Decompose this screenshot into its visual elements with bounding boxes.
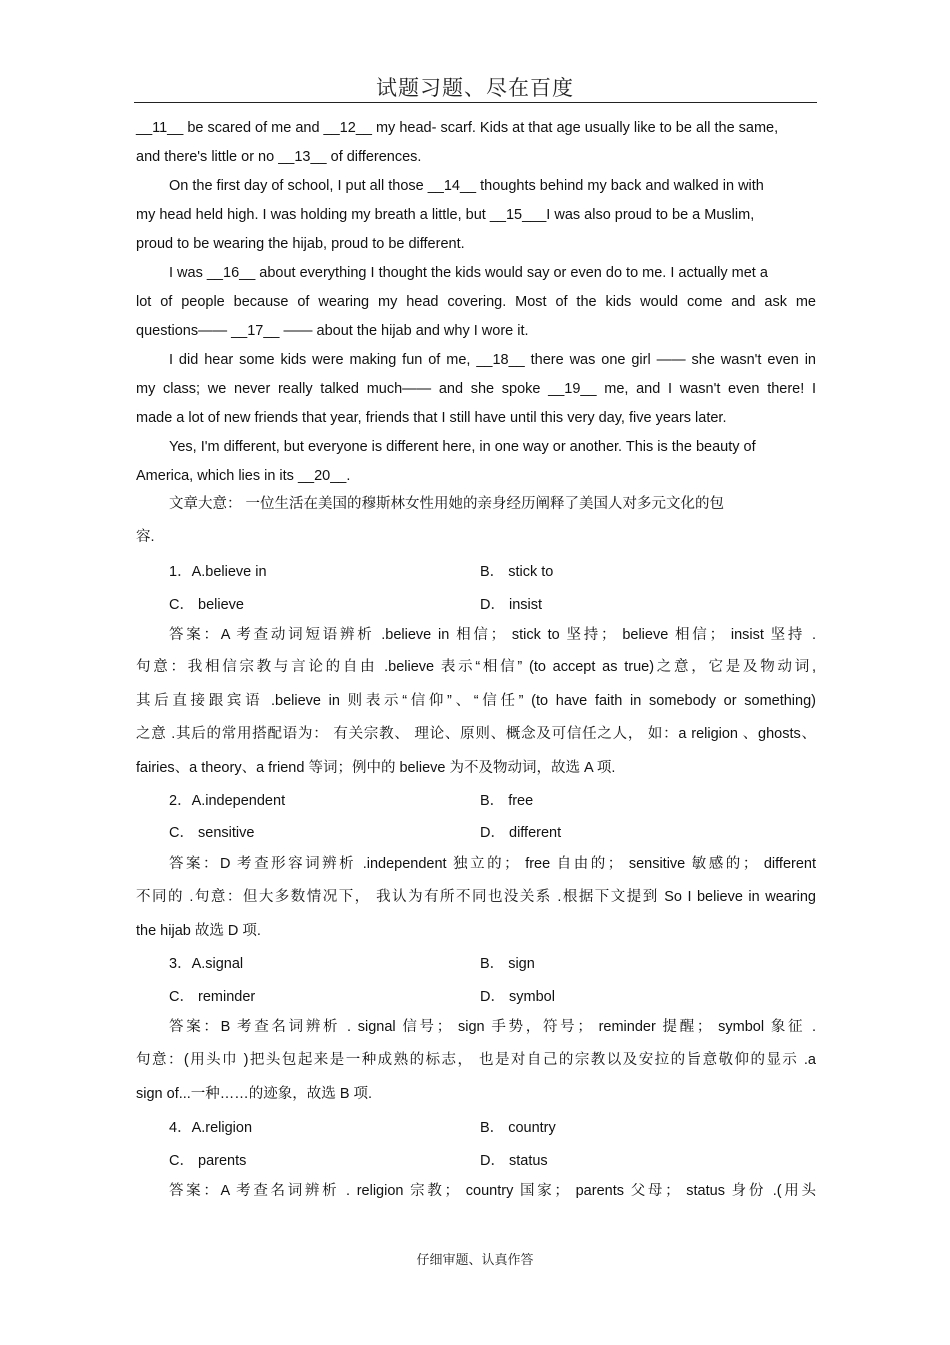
text-line: sign of...一种……的迹象，故选 B 项.: [136, 1086, 373, 1102]
text-line: __11__ be scared of me and __12__ my head- scarf. Kids at that age usually like to be all the same,: [136, 120, 779, 136]
choice-option: 2．A.independent: [169, 793, 286, 809]
text-line: I did hear some kids were making fun of me, __18__ there was one girl —— she wasn't even in: [169, 352, 816, 368]
text-line: the hijab 故选 D 项.: [136, 923, 261, 939]
text-line: 文章大意： 一位生活在美国的穆斯林女性用她的亲身经历阐释了美国人对多元文化的包: [169, 496, 725, 512]
text-line: 之意 .其后的常用搭配语为： 有关宗教、 理论、原则、概念及可信任之人， 如：a religion 、ghosts、: [136, 726, 816, 742]
choice-option: D． insist: [480, 597, 543, 613]
text-line: 容.: [136, 529, 155, 545]
text-line: 其后直接跟宾语 .believe in 则表示“信仰”、“信任” (to have faith in somebody or something): [136, 693, 816, 709]
choice-option: B． country: [480, 1120, 556, 1136]
choice-option: C． believe: [169, 597, 244, 613]
choice-option: C． reminder: [169, 989, 256, 1005]
choice-option: B． sign: [480, 956, 535, 972]
choice-option: B． free: [480, 793, 534, 809]
page-footer: 仔细审题、认真作答: [416, 1252, 534, 1267]
text-line: proud to be wearing the hijab, proud to be different.: [136, 236, 465, 252]
text-line: 不同的 .句意：但大多数情况下， 我认为有所不同也没关系 .根据下文提到 So I believe in wearing: [136, 889, 816, 905]
text-line: 答案：A 考查动词短语辨析 .believe in 相信； stick to 坚持； believe 相信； insist 坚持 .: [169, 627, 816, 643]
choice-option: 1．A.believe in: [169, 564, 267, 580]
text-line: questions—— __17__ —— about the hijab and why I wore it.: [136, 323, 529, 339]
text-line: On the first day of school, I put all those __14__ thoughts behind my back and walked in with: [169, 178, 764, 194]
text-line: lot of people because of wearing my head covering. Most of the kids would come and ask me: [136, 294, 816, 310]
choice-option: D． status: [480, 1153, 548, 1169]
text-line: 句意：(用头巾 )把头包起来是一种成熟的标志， 也是对自己的宗教以及安拉的旨意敬仰的显示 .a: [136, 1052, 816, 1068]
choice-option: D． different: [480, 825, 562, 841]
choice-option: 4．A.religion: [169, 1120, 253, 1136]
text-line: fairies、a theory、a friend 等词；例中的 believe 为不及物动词，故选 A 项.: [136, 760, 616, 776]
text-line: Yes, I'm different, but everyone is different here, in one way or another. This is the beauty of: [169, 439, 756, 455]
choice-option: C． parents: [169, 1153, 247, 1169]
text-line: my class; we never really talked much—— and she spoke __19__ me, and I wasn't even there! I: [136, 381, 816, 397]
text-line: 答案：B 考查名词辨析 . signal 信号； sign 手势，符号； reminder 提醒； symbol 象征 .: [169, 1019, 816, 1035]
text-line: 句意：我相信宗教与言论的自由 .believe 表示“相信” (to accept as true)之意，它是及物动词,: [136, 659, 816, 675]
text-line: I was __16__ about everything I thought the kids would say or even do to me. I actually met a: [169, 265, 768, 281]
page-header-title: 试题习题、尽在百度: [376, 76, 574, 100]
text-line: and there's little or no __13__ of differences.: [136, 149, 422, 165]
choice-option: C． sensitive: [169, 825, 255, 841]
choice-option: 3．A.signal: [169, 956, 244, 972]
choice-option: B． stick to: [480, 564, 554, 580]
text-line: America, which lies in its __20__.: [136, 468, 351, 484]
text-line: made a lot of new friends that year, friends that I still have until this very day, five years later.: [136, 410, 727, 426]
text-line: 答案：A 考查名词辨析 . religion 宗教； country 国家； parents 父母； status 身份 .(用头: [169, 1183, 816, 1199]
choice-option: D． symbol: [480, 989, 555, 1005]
text-line: 答案：D 考查形容词辨析 .independent 独立的； free 自由的； sensitive 敏感的； different: [169, 856, 816, 872]
text-line: my head held high. I was holding my breath a little, but __15___I was also proud to be a Muslim,: [136, 207, 755, 223]
